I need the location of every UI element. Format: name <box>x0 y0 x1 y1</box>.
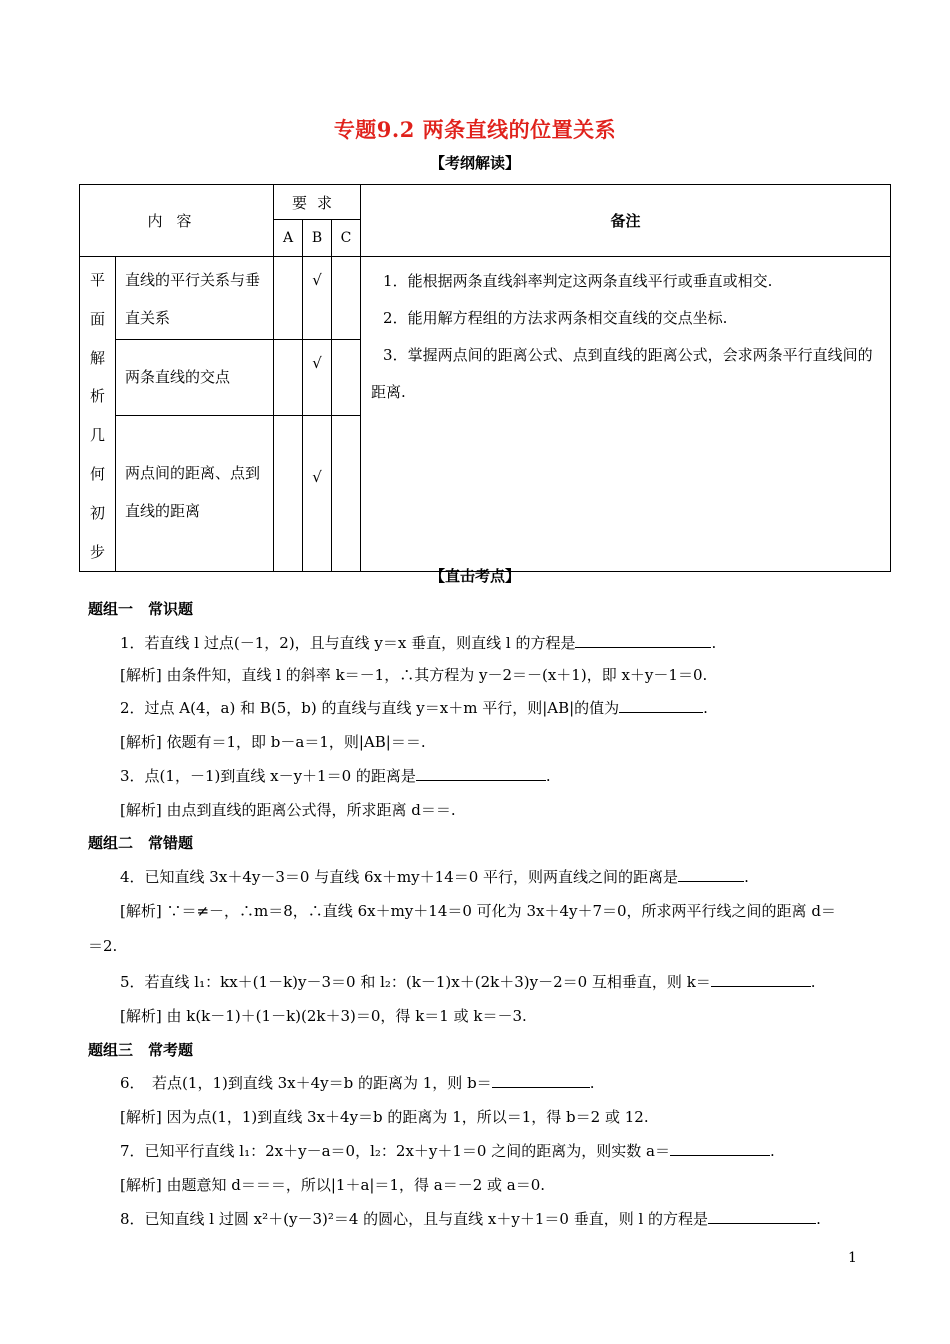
note-item: 2．能用解方程组的方法求两条相交直线的交点坐标. <box>383 309 728 327</box>
page-number: 1 <box>848 1250 857 1266</box>
answer-blank <box>678 867 744 882</box>
answer-blank <box>619 698 703 713</box>
header-level-c: C <box>332 220 361 257</box>
question-8: 8．已知直线 l 过圆 x²＋(y－3)²＝4 的圆心，且与直线 x＋y＋1＝0 垂直，则 l 的方程是 . <box>120 1210 821 1228</box>
check-a <box>274 257 303 340</box>
analysis-1: [解析] 由条件知，直线 l 的斜率 k＝－1，∴其方程为 y－2＝－(x＋1)，即 x＋y－1＝0. <box>120 666 708 684</box>
analysis-4-cont: ＝2. <box>88 937 118 955</box>
category-char: 解 <box>89 348 105 367</box>
note-item: 3．掌握两点间的距离公式、点到直线的距离公式，会求两条平行直线间的距离. <box>371 346 873 401</box>
question-2: 2．过点 A(4，a) 和 B(5，b) 的直线与直线 y＝x＋m 平行，则|AB|的值为 . <box>120 699 708 717</box>
analysis-3: [解析] 由点到直线的距离公式得，所求距离 d＝＝. <box>120 801 456 819</box>
question-1: 1．若直线 l 过点(－1，2)，且与直线 y＝x 垂直，则直线 l 的方程是 . <box>120 634 717 652</box>
category-char: 何 <box>89 464 105 483</box>
analysis-5: [解析] 由 k(k－1)＋(1－k)(2k＋3)＝0，得 k＝1 或 k＝－3. <box>120 1007 527 1025</box>
syllabus-table <box>79 184 891 572</box>
question-4: 4．已知直线 3x＋4y－3＝0 与直线 6x＋my＋14＝0 平行，则两直线之间的距离是 . <box>120 868 749 886</box>
analysis-6: [解析] 因为点(1，1)到直线 3x＋4y＝b 的距离为 1，所以＝1，得 b＝2 或 12. <box>120 1108 649 1126</box>
header-requirement: 要求 <box>274 185 361 220</box>
check-a <box>274 415 303 572</box>
topic-cell: 两点间的距离、点到直线的距离 <box>116 415 274 572</box>
category-cell <box>80 257 116 572</box>
header-content: 内容 <box>80 185 274 257</box>
category-char: 平 <box>89 271 105 289</box>
header-level-a: A <box>274 220 303 257</box>
category-char: 步 <box>89 542 105 561</box>
answer-blank <box>711 972 811 987</box>
question-5: 5．若直线 l₁：kx＋(1－k)y－3＝0 和 l₂：(k－1)x＋(2k＋3)y－2＝0 互相垂直，则 k＝ . <box>120 973 816 991</box>
analysis-7: [解析] 由题意知 d＝＝＝，所以|1＋a|＝1，得 a＝－2 或 a＝0. <box>120 1176 546 1194</box>
check-c <box>332 339 361 415</box>
category-char: 几 <box>89 426 105 445</box>
check-c <box>332 415 361 572</box>
answer-blank <box>575 633 711 648</box>
check-a <box>274 339 303 415</box>
notes-cell <box>361 257 891 572</box>
check-b: √ <box>303 339 332 415</box>
check-b: √ <box>303 257 332 340</box>
check-b: √ <box>303 415 332 572</box>
category-char: 初 <box>89 503 105 522</box>
group-label: 题组二 常错题 <box>88 834 194 852</box>
header-level-b: B <box>303 220 332 257</box>
category-char: 面 <box>89 309 105 328</box>
answer-blank <box>492 1073 590 1088</box>
answer-blank <box>670 1141 770 1156</box>
page-title: 专题9.2 两条直线的位置关系 <box>333 117 617 142</box>
topic-cell: 两条直线的交点 <box>116 339 274 415</box>
check-c <box>332 257 361 340</box>
topic-cell: 直线的平行关系与垂直关系 <box>116 257 274 340</box>
section-title-points: 【直击考点】 <box>429 567 520 585</box>
note-item: 1．能根据两条直线斜率判定这两条直线平行或垂直或相交. <box>383 272 773 290</box>
question-7: 7．已知平行直线 l₁：2x＋y－a＝0，l₂：2x＋y＋1＝0 之间的距离为，则实数 a＝ . <box>120 1142 775 1160</box>
group-label: 题组三 常考题 <box>88 1041 194 1059</box>
answer-blank <box>416 766 546 781</box>
section-title-outline: 【考纲解读】 <box>429 154 520 172</box>
question-6: 6． 若点(1，1)到直线 3x＋4y＝b 的距离为 1，则 b＝ . <box>120 1074 595 1092</box>
header-notes: 备注 <box>361 185 891 257</box>
answer-blank <box>708 1209 816 1224</box>
question-3: 3．点(1，－1)到直线 x－y＋1＝0 的距离是 . <box>120 767 551 785</box>
group-label: 题组一 常识题 <box>88 600 194 618</box>
analysis-4: [解析] ∵＝≠－，∴m＝8，∴直线 6x＋my＋14＝0 可化为 3x＋4y＋7＝0，所求两平行线之间的距离 d＝ <box>120 902 836 920</box>
analysis-2: [解析] 依题有＝1，即 b－a＝1，则|AB|＝＝. <box>120 733 426 751</box>
category-char: 析 <box>89 387 105 406</box>
